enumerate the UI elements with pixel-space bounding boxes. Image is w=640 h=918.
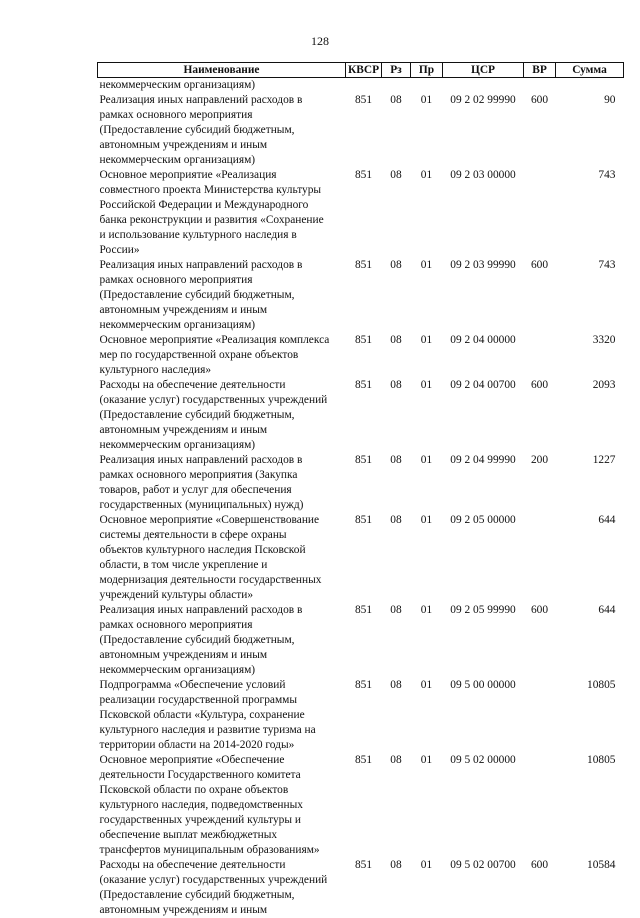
cell-pr: 01	[411, 333, 443, 378]
cell-rz: 08	[382, 333, 411, 378]
cell-sum: 10805	[556, 678, 624, 753]
cell-name: Основное мероприятие «Реализация комплекса мер по государственной охране объектов культурного наследия»	[98, 333, 346, 378]
table-row	[98, 378, 624, 453]
header-rz: Рз	[382, 63, 411, 78]
cell-rz: 08	[382, 258, 411, 333]
table-row	[98, 78, 624, 94]
cell-sum: 90	[556, 93, 624, 168]
cell-kvsr: 851	[346, 603, 382, 678]
table-row	[98, 258, 624, 333]
cell-csr: 09 2 03 00000	[443, 168, 524, 258]
cell-csr: 09 5 02 00000	[443, 753, 524, 858]
table-row	[98, 858, 624, 918]
cell-sum: 644	[556, 603, 624, 678]
cell-vr	[524, 513, 556, 603]
cell-name: Основное мероприятие «Реализация совместного проекта Министерства культуры Российской Федерации и Международного банка реконструкции и развития «Сохранение и использование культурного наследия в России»	[98, 168, 346, 258]
cell-rz: 08	[382, 378, 411, 453]
cell-name: Реализация иных направлений расходов в рамках основного мероприятия (Предоставление субсидий бюджетным, автономным учреждениям и иным некоммерческим организациям)	[98, 603, 346, 678]
cell-pr: 01	[411, 753, 443, 858]
header-vr: ВР	[524, 63, 556, 78]
cell-vr	[524, 78, 556, 94]
cell-sum: 1227	[556, 453, 624, 513]
cell-kvsr: 851	[346, 93, 382, 168]
cell-vr	[524, 333, 556, 378]
cell-rz: 08	[382, 858, 411, 918]
cell-sum: 10805	[556, 753, 624, 858]
cell-name: Реализация иных направлений расходов в рамках основного мероприятия (Закупка товаров, работ и услуг для обеспечения государственных (муниципальных) нужд)	[98, 453, 346, 513]
cell-name: Расходы на обеспечение деятельности (оказание услуг) государственных учреждений (Предоставление субсидий бюджетным, автономным учреждениям и иным	[98, 858, 346, 918]
cell-csr: 09 2 04 00000	[443, 333, 524, 378]
cell-rz: 08	[382, 453, 411, 513]
cell-csr: 09 2 05 00000	[443, 513, 524, 603]
cell-pr: 01	[411, 678, 443, 753]
cell-csr: 09 2 04 99990	[443, 453, 524, 513]
cell-kvsr: 851	[346, 453, 382, 513]
table-row	[98, 333, 624, 378]
table-header-row	[98, 63, 624, 78]
cell-rz: 08	[382, 603, 411, 678]
cell-kvsr: 851	[346, 858, 382, 918]
cell-kvsr: 851	[346, 678, 382, 753]
cell-pr: 01	[411, 378, 443, 453]
budget-table	[97, 62, 624, 918]
cell-rz: 08	[382, 678, 411, 753]
cell-vr	[524, 678, 556, 753]
table-row	[98, 453, 624, 513]
header-name: Наименование	[98, 63, 346, 78]
table-row	[98, 678, 624, 753]
cell-vr: 200	[524, 453, 556, 513]
cell-vr: 600	[524, 378, 556, 453]
cell-pr: 01	[411, 168, 443, 258]
cell-csr: 09 5 00 00000	[443, 678, 524, 753]
cell-rz	[382, 78, 411, 94]
cell-sum: 743	[556, 258, 624, 333]
cell-rz: 08	[382, 513, 411, 603]
cell-sum: 644	[556, 513, 624, 603]
cell-pr: 01	[411, 258, 443, 333]
table-row	[98, 93, 624, 168]
table-body	[98, 78, 624, 918]
cell-kvsr: 851	[346, 333, 382, 378]
cell-name: Расходы на обеспечение деятельности (оказание услуг) государственных учреждений (Предоставление субсидий бюджетным, автономным учреждениям и иным некоммерческим организациям)	[98, 378, 346, 453]
cell-name: Основное мероприятие «Обеспечение деятельности Государственного комитета Псковской области по охране объектов культурного наследия, подведомственных государственных учреждений культуры и обеспечение выплат межбюджетных трансфертов муниципальным образованиям»	[98, 753, 346, 858]
cell-csr: 09 2 03 99990	[443, 258, 524, 333]
cell-sum: 2093	[556, 378, 624, 453]
cell-csr: 09 2 02 99990	[443, 93, 524, 168]
cell-kvsr: 851	[346, 378, 382, 453]
header-pr: Пр	[411, 63, 443, 78]
cell-pr	[411, 78, 443, 94]
table-row	[98, 753, 624, 858]
cell-vr: 600	[524, 258, 556, 333]
cell-sum: 743	[556, 168, 624, 258]
cell-vr: 600	[524, 603, 556, 678]
cell-kvsr: 851	[346, 258, 382, 333]
cell-vr: 600	[524, 93, 556, 168]
cell-vr	[524, 753, 556, 858]
cell-pr: 01	[411, 603, 443, 678]
cell-rz: 08	[382, 753, 411, 858]
cell-name: Основное мероприятие «Совершенствование системы деятельности в сфере охраны объектов культурного наследия Псковской области, в том числе укрепление и модернизация деятельности государственных учреждений культуры области»	[98, 513, 346, 603]
cell-csr: 09 2 05 99990	[443, 603, 524, 678]
cell-vr	[524, 168, 556, 258]
cell-pr: 01	[411, 453, 443, 513]
cell-name: Реализация иных направлений расходов в рамках основного мероприятия (Предоставление субсидий бюджетным, автономным учреждениям и иным некоммерческим организациям)	[98, 258, 346, 333]
cell-rz: 08	[382, 168, 411, 258]
cell-rz: 08	[382, 93, 411, 168]
cell-csr	[443, 78, 524, 94]
cell-name: Реализация иных направлений расходов в рамках основного мероприятия (Предоставление субсидий бюджетным, автономным учреждениям и иным некоммерческим организациям)	[98, 93, 346, 168]
cell-csr: 09 2 04 00700	[443, 378, 524, 453]
cell-pr: 01	[411, 93, 443, 168]
cell-kvsr	[346, 78, 382, 94]
cell-sum	[556, 78, 624, 94]
cell-kvsr: 851	[346, 753, 382, 858]
table-row	[98, 168, 624, 258]
cell-kvsr: 851	[346, 513, 382, 603]
header-kvsr: КВСР	[346, 63, 382, 78]
cell-sum: 3320	[556, 333, 624, 378]
cell-kvsr: 851	[346, 168, 382, 258]
header-sum: Сумма	[556, 63, 624, 78]
table-row	[98, 603, 624, 678]
page-number: 128	[0, 34, 640, 49]
table-row	[98, 513, 624, 603]
cell-sum: 10584	[556, 858, 624, 918]
cell-csr: 09 5 02 00700	[443, 858, 524, 918]
header-csr: ЦСР	[443, 63, 524, 78]
cell-vr: 600	[524, 858, 556, 918]
cell-name: Подпрограмма «Обеспечение условий реализации государственной программы Псковской области «Культура, сохранение культурного наследия и развитие туризма на территории области на 2014-2020 годы»	[98, 678, 346, 753]
cell-pr: 01	[411, 513, 443, 603]
cell-name: некоммерческим организациям)	[98, 78, 346, 94]
cell-pr: 01	[411, 858, 443, 918]
